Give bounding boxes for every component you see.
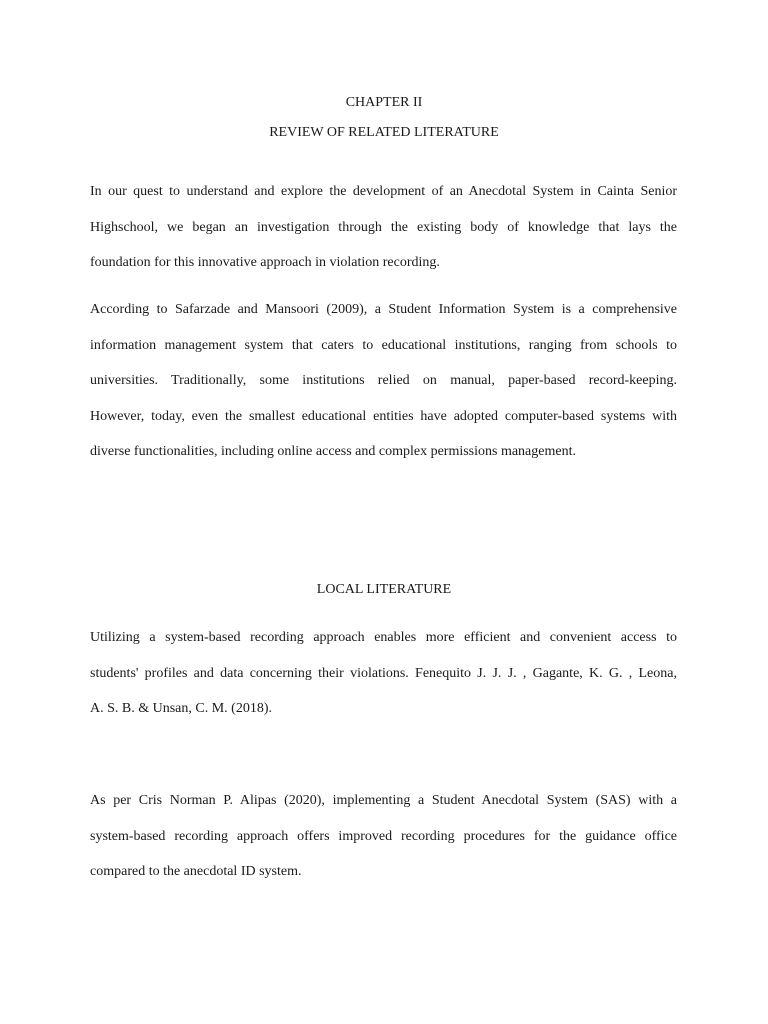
fenequito-paragraph bbox=[90, 620, 677, 727]
paragraph-line: universities. Traditionally, some institutions relied on manual, paper-based record-keeping. bbox=[90, 373, 677, 388]
paragraph-line: A. S. B. & Unsan, C. M. (2018). bbox=[90, 701, 273, 716]
chapter-label: CHAPTER II bbox=[345, 95, 423, 110]
alipas-paragraph bbox=[90, 783, 677, 890]
paragraph-line: In our quest to understand and explore the development of an Anecdotal System in Cainta Senior bbox=[90, 184, 677, 199]
paragraph-line: As per Cris Norman P. Alipas (2020), implementing a Student Anecdotal System (SAS) with a bbox=[90, 793, 677, 808]
paragraph-line: According to Safarzade and Mansoori (2009), a Student Information System is a comprehensive bbox=[90, 302, 677, 317]
paragraph-line: students' profiles and data concerning their violations. Fenequito J. J. J. , Gagante, K. G. , Leona, bbox=[90, 665, 677, 681]
safarzade-paragraph bbox=[90, 292, 677, 470]
paragraph-line: However, today, even the smallest educational entities have adopted computer-based systems with bbox=[90, 408, 677, 424]
paragraph-line: Highschool, we began an investigation through the existing body of knowledge that lays the bbox=[90, 219, 677, 235]
paragraph-line: information management system that caters to educational institutions, ranging from schools to bbox=[90, 337, 677, 353]
paragraph-line: foundation for this innovative approach in violation recording. bbox=[90, 255, 440, 270]
paragraph-line: system-based recording approach offers improved recording procedures for the guidance office bbox=[90, 828, 677, 844]
local-literature-heading: LOCAL LITERATURE bbox=[316, 582, 452, 597]
intro-paragraph bbox=[90, 174, 677, 281]
paragraph-line: Utilizing a system-based recording approach enables more efficient and convenient access to bbox=[90, 630, 677, 645]
paragraph-line: diverse functionalities, including online access and complex permissions management. bbox=[90, 444, 576, 459]
chapter-title: REVIEW OF RELATED LITERATURE bbox=[269, 125, 499, 140]
paragraph-line: compared to the anecdotal ID system. bbox=[90, 864, 302, 879]
